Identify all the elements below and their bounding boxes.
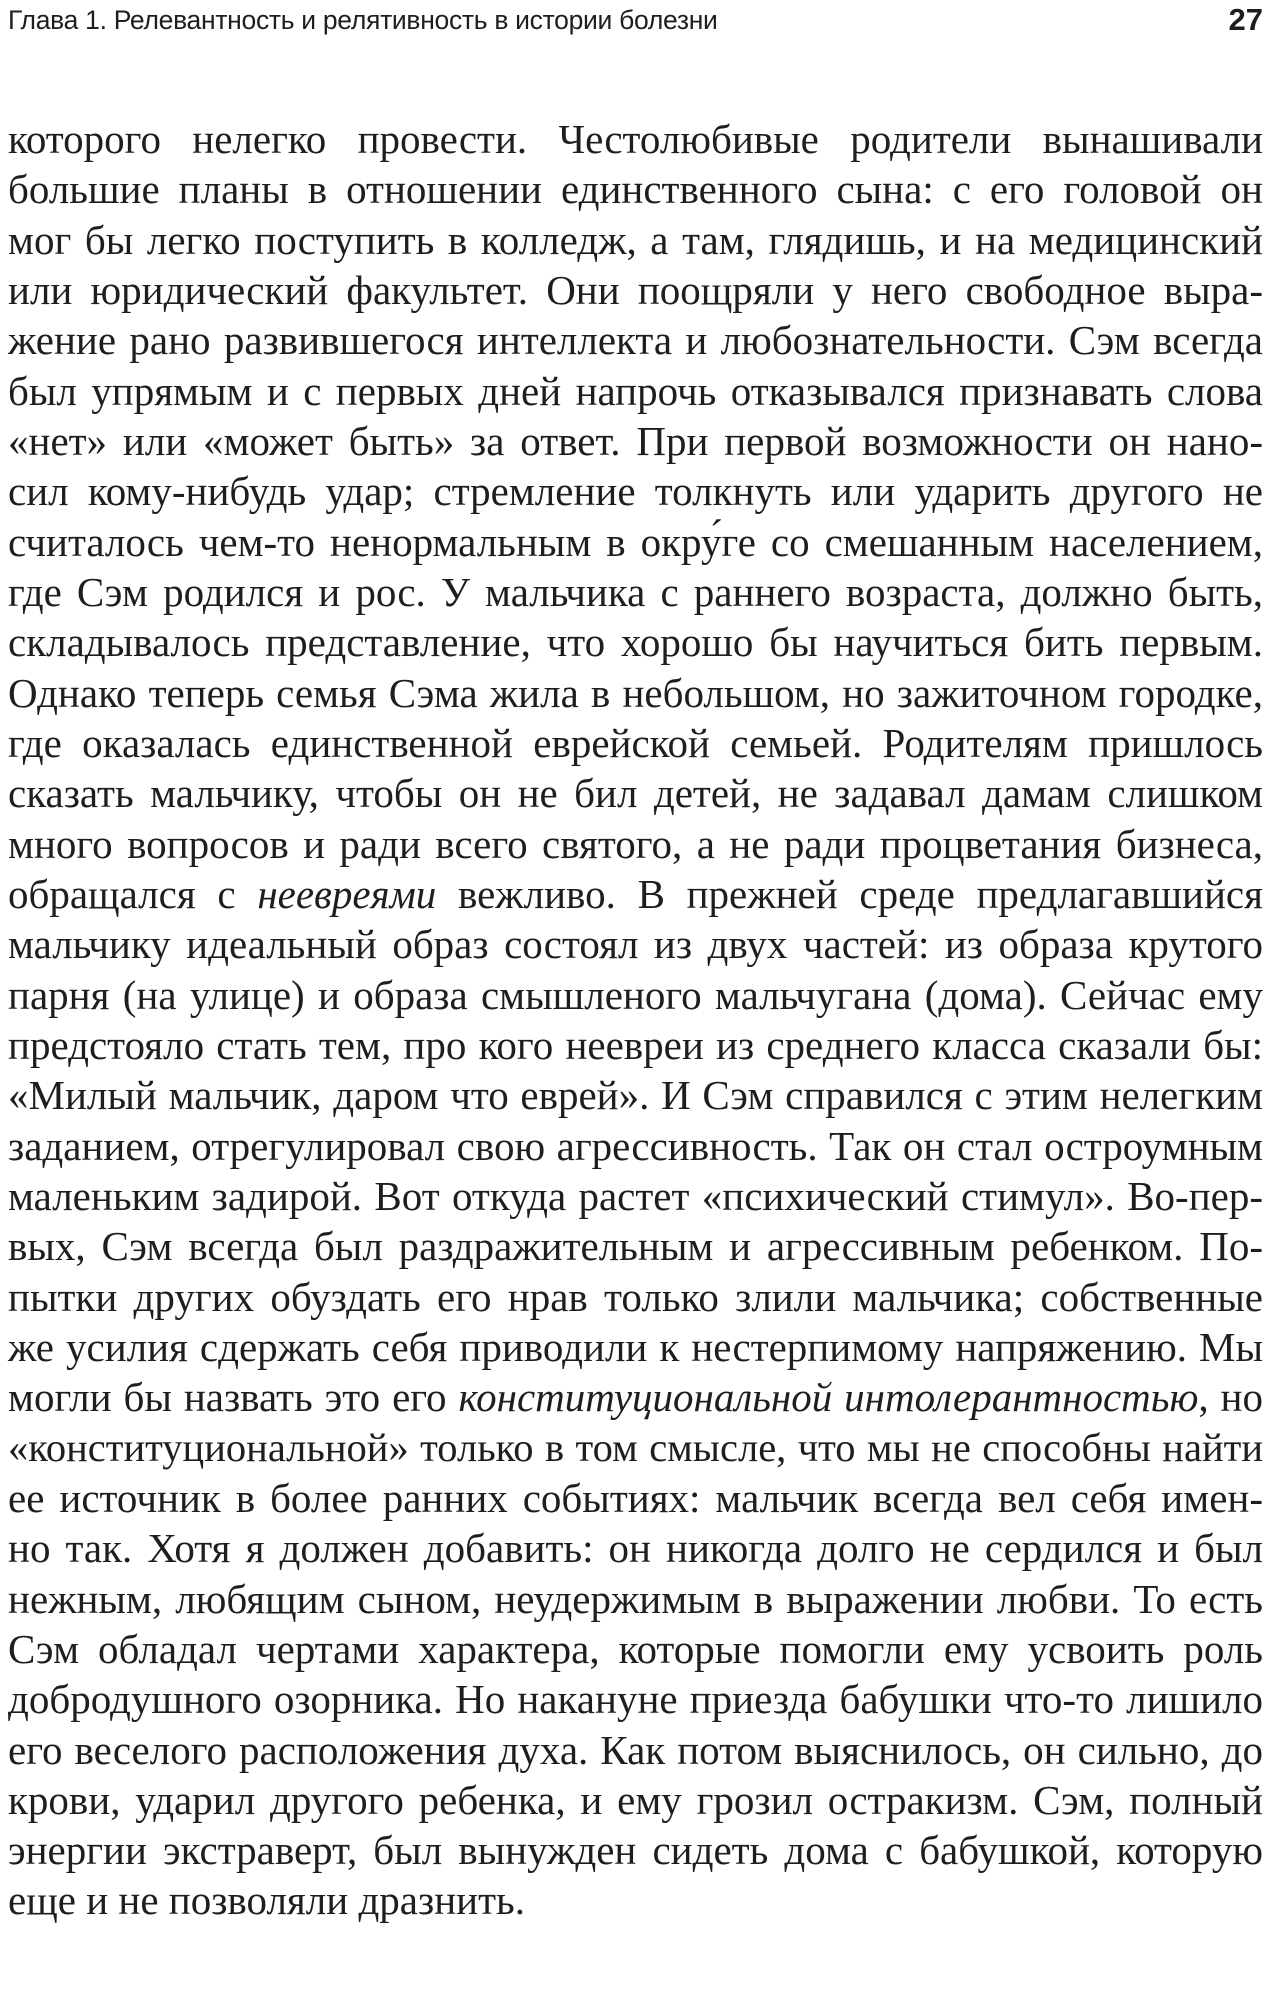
text-line	[8, 1070, 1263, 1120]
text-line	[8, 215, 1263, 265]
text-segment: заданием, отрегулировал свою агрессивность. Так он стал остроумным	[8, 1122, 1263, 1169]
text-segment: «нет» или «может быть» за ответ. При первой возможности он нано-	[8, 417, 1263, 464]
text-line	[8, 1674, 1263, 1724]
text-line	[8, 466, 1263, 516]
text-segment: энергии экстраверт, был вынужден сидеть дома с бабушкой, которую	[8, 1827, 1263, 1874]
text-line	[8, 1624, 1263, 1674]
text-segment: «Милый мальчик, даром что еврей». И Сэм справился с этим нелегким	[8, 1072, 1263, 1119]
text-line	[8, 1372, 1263, 1422]
text-line	[8, 869, 1263, 919]
page-number: 27	[1228, 2, 1263, 37]
text-line	[8, 1322, 1263, 1372]
text-line	[8, 1875, 1263, 1925]
text-segment: мальчику идеальный образ состоял из двух частей: из образа крутого	[8, 921, 1263, 968]
text-line	[8, 1272, 1263, 1322]
text-line	[8, 1523, 1263, 1573]
text-segment: которого нелегко провести. Честолюбивые родители вынашивали	[8, 116, 1263, 162]
text-line	[8, 1775, 1263, 1825]
text-line	[8, 265, 1263, 315]
text-line	[8, 366, 1263, 416]
text-segment: «конституциональной» только в том смысле, что мы не способны найти	[8, 1424, 1263, 1470]
text-segment: вежливо. В прежней среде предлагавшийся	[436, 870, 1263, 917]
text-segment: много вопросов и ради всего святого, а не ради процветания бизнеса,	[8, 820, 1263, 867]
text-line	[8, 315, 1263, 365]
text-segment: жение рано развившегося интеллекта и любознательности. Сэм всегда	[8, 317, 1263, 364]
text-segment: его веселого расположения духа. Как потом выяснилось, он сильно, до	[8, 1726, 1263, 1773]
text-segment: где оказалась единственной еврейской семьей. Родителям пришлось	[8, 719, 1263, 766]
text-segment: но так. Хотя я должен добавить: он никогда долго не сердился и был	[8, 1525, 1263, 1572]
text-segment: где Сэм родился и рос. У мальчика с раннего возраста, должно быть,	[8, 568, 1263, 615]
running-header	[8, 0, 1263, 40]
text-segment: считалось чем-то ненормальным в окру́ге со смешанным населением,	[8, 518, 1263, 565]
italic-text: неевреями	[257, 870, 437, 917]
text-line	[8, 114, 1263, 164]
text-line	[8, 919, 1263, 969]
text-segment: крови, ударил другого ребенка, и ему грозил остракизм. Сэм, полный	[8, 1776, 1263, 1823]
text-line	[8, 164, 1263, 214]
text-segment: добродушного озорника. Но накануне приезда бабушки что-то лишило	[8, 1676, 1263, 1723]
text-segment: пытки других обуздать его нрав только злили мальчика; собственные	[8, 1273, 1263, 1320]
text-line	[8, 1725, 1263, 1775]
text-segment: был упрямым и с первых дней напрочь отказывался признавать слова	[8, 367, 1263, 414]
text-segment: ее источник в более ранних событиях: мальчик всегда вел себя имен-	[8, 1474, 1263, 1521]
text-segment: Сэм обладал чертами характера, которые помогли ему усвоить роль	[8, 1625, 1263, 1672]
text-segment: большие планы в отношении единственного сына: с его головой он	[8, 166, 1263, 213]
text-line	[8, 668, 1263, 718]
text-segment: обращался с	[8, 870, 258, 917]
text-line	[8, 1825, 1263, 1875]
text-segment: еще и не позволяли дразнить.	[8, 1877, 525, 1924]
text-segment: Однако теперь семья Сэма жила в небольшом, но зажиточном городке,	[8, 669, 1263, 716]
text-line	[8, 970, 1263, 1020]
text-line	[8, 567, 1263, 617]
text-line	[8, 1121, 1263, 1171]
text-line	[8, 718, 1263, 768]
text-segment: , но	[1198, 1374, 1263, 1421]
text-line	[8, 1423, 1263, 1473]
text-line	[8, 819, 1263, 869]
text-segment: складывалось представление, что хорошо бы научиться бить первым.	[8, 619, 1263, 666]
text-segment: вых, Сэм всегда был раздражительным и агрессивным ребенком. По-	[8, 1223, 1263, 1270]
text-line	[8, 1473, 1263, 1523]
text-segment: же усилия сдержать себя приводили к нестерпимому напряжению. Мы	[8, 1323, 1263, 1370]
body-text	[8, 114, 1263, 1926]
chapter-title: Глава 1. Релевантность и релятивность в истории болезни	[8, 4, 718, 35]
text-segment: парня (на улице) и образа смышленого мальчугана (дома). Сейчас ему	[8, 971, 1263, 1018]
italic-text: конституциональной интолерантностью	[458, 1374, 1199, 1421]
text-segment: или юридический факультет. Они поощряли у него свободное выра-	[8, 266, 1263, 313]
text-line	[8, 416, 1263, 466]
text-line	[8, 1221, 1263, 1271]
text-segment: сказать мальчику, чтобы он не бил детей, не задавал дамам слишком	[8, 770, 1263, 817]
text-segment: маленьким задирой. Вот откуда растет «психический стимул». Во-пер-	[8, 1172, 1263, 1219]
text-segment: мог бы легко поступить в колледж, а там, глядишь, и на медицинский	[8, 216, 1263, 263]
text-line	[8, 1171, 1263, 1221]
text-line	[8, 768, 1263, 818]
text-segment: могли бы назвать это его	[8, 1374, 459, 1421]
text-line	[8, 517, 1263, 567]
text-line	[8, 1020, 1263, 1070]
text-segment: нежным, любящим сыном, неудержимым в выражении любви. То есть	[8, 1575, 1263, 1622]
text-segment: предстояло стать тем, про кого неевреи из среднего класса сказали бы:	[8, 1021, 1263, 1068]
text-segment: сил кому-нибудь удар; стремление толкнуть или ударить другого не	[8, 468, 1263, 515]
text-line	[8, 617, 1263, 667]
text-line	[8, 1574, 1263, 1624]
